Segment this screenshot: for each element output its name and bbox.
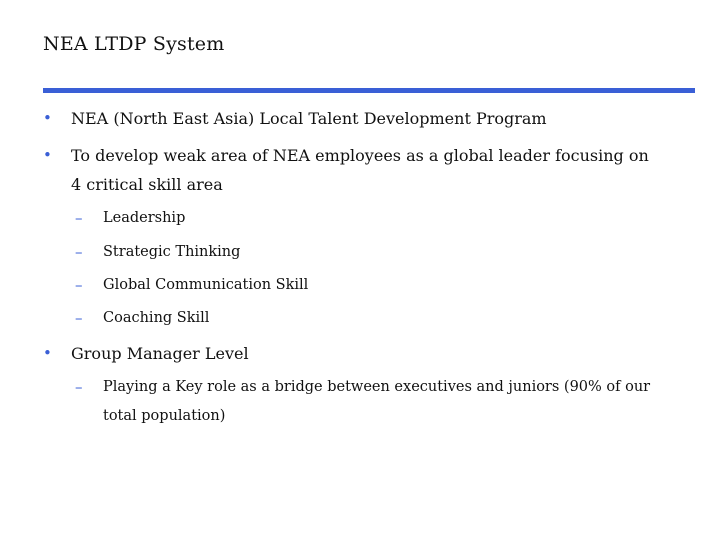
slide-title: NEA LTDP System	[43, 33, 225, 55]
sub-bullet-text: Global Communication Skill	[103, 277, 309, 293]
sub-bullet-marker: –	[75, 243, 83, 261]
sub-bullet-item	[75, 271, 660, 300]
bullet-marker: •	[43, 344, 52, 362]
sub-bullet-item	[75, 373, 660, 431]
sub-bullet-text: Leadership	[103, 210, 186, 226]
sub-bullet-item	[75, 304, 660, 333]
bullet-text: NEA (North East Asia) Local Talent Development Program	[71, 109, 547, 128]
sub-bullet-text: Coaching Skill	[103, 310, 210, 326]
sub-bullet-item	[75, 204, 660, 233]
bullet-item	[43, 339, 663, 368]
sub-bullet-text: Playing a Key role as a bridge between executives and juniors (90% of our total population)	[103, 379, 651, 424]
sub-bullet-marker: –	[75, 378, 83, 396]
bullet-marker: •	[43, 146, 52, 164]
sub-bullet-marker: –	[75, 209, 83, 227]
sub-bullet-marker: –	[75, 276, 83, 294]
sub-bullet-marker: –	[75, 309, 83, 327]
bullet-text: To develop weak area of NEA employees as a global leader focusing on 4 critical skill area	[71, 146, 649, 194]
bullet-marker: •	[43, 109, 52, 127]
bullet-text: Group Manager Level	[71, 344, 249, 363]
bullet-item	[43, 104, 663, 133]
sub-bullet-text: Strategic Thinking	[103, 244, 241, 260]
bullet-item	[43, 141, 663, 199]
sub-bullet-item	[75, 238, 660, 267]
